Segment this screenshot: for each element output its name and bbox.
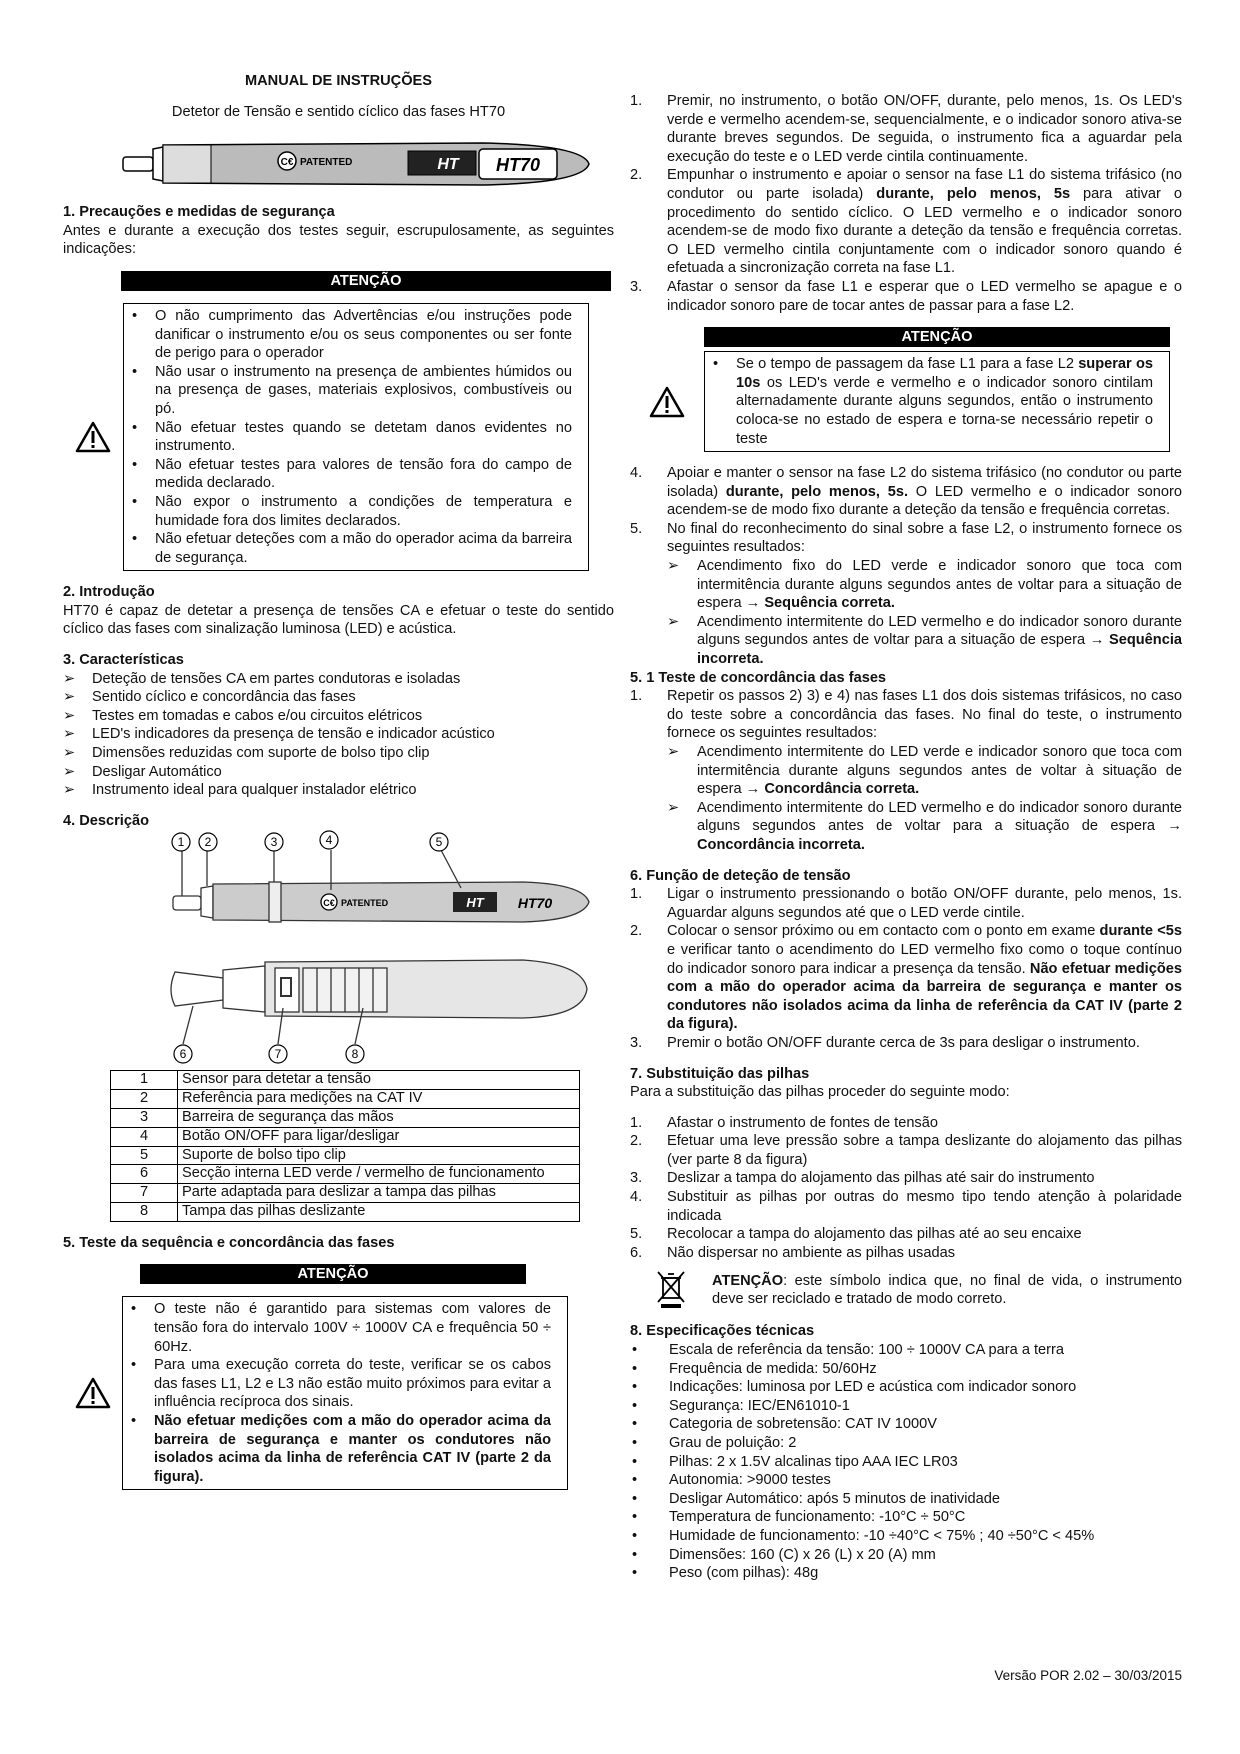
list-item: ➢ Acendimento intermitente do LED verde e indicador sonoro que toca com intermitência durante alguns segundos antes de voltar à situação de espera → Concordância correta. xyxy=(667,744,1182,798)
section-heading-4: 4. Descrição xyxy=(63,812,149,829)
svg-text:HT70: HT70 xyxy=(517,895,553,912)
svg-text:C€: C€ xyxy=(323,898,335,909)
list-item: • Desligar Automático: após 5 minutos de inatividade xyxy=(632,1490,1000,1507)
section-2-text: HT70 é capaz de detetar a presença de tensões CA e efetuar o teste do sentido cíclico das fases com sinalização luminosa (LED) e acústica. xyxy=(63,602,614,638)
callout-4: 4 xyxy=(325,833,333,848)
specs-list xyxy=(630,1341,1182,1583)
list-item: • Não usar o instrumento na presença de ambientes húmidos ou na presença de gases, materiais explosivos, combustíveis ou pó. xyxy=(132,363,572,417)
list-item: ➢ Desligar Automático xyxy=(63,763,222,780)
list-item: • Não efetuar testes para valores de tensão fora do campo de medida declarado. xyxy=(132,456,572,492)
warning-block-3 xyxy=(630,351,1182,452)
crossed-bin-icon xyxy=(630,1270,712,1310)
list-item: • Categoria de sobretensão: CAT IV 1000V xyxy=(632,1416,937,1433)
list-item: • Frequência de medida: 50/60Hz xyxy=(632,1360,877,1377)
list-item: 3. Afastar o sensor da fase L1 e esperar que o LED vermelho se apague e o indicador sonoro pare de tocar antes de passar para a fase L2. xyxy=(630,278,1182,314)
table-row: 8 Tampa das pilhas deslizante xyxy=(111,1202,580,1221)
list-item: • Humidade de funcionamento: -10 ÷40°C < 75% ; 40 ÷50°C < 45% xyxy=(632,1527,1095,1544)
section-heading-8: 8. Especificações técnicas xyxy=(630,1323,815,1340)
table-row: 3 Barreira de segurança das mãos xyxy=(111,1109,580,1128)
section-heading-1: 1. Precauções e medidas de segurança xyxy=(63,204,335,221)
svg-text:HT: HT xyxy=(466,895,484,911)
warning-triangle-icon xyxy=(63,1377,123,1409)
list-item: 3. Deslizar a tampa do alojamento das pilhas até sair do instrumento xyxy=(630,1170,1095,1187)
list-item: • Escala de referência da tensão: 100 ÷ 1000V CA para a terra xyxy=(632,1342,1064,1359)
warning-list-2 xyxy=(122,1296,568,1490)
list-item: ➢ LED's indicadores da presença de tensão e indicador acústico xyxy=(63,726,495,743)
list-item: ➢ Deteção de tensões CA em partes condutoras e isoladas xyxy=(63,670,461,687)
list-item: • Grau de poluição: 2 xyxy=(632,1435,797,1451)
table-row: 1 Sensor para detetar a tensão xyxy=(111,1071,580,1090)
section-1-intro: Antes e durante a execução dos testes seguir, escrupulosamente, as seguintes indicações: xyxy=(63,222,614,258)
list-item: ➢ Acendimento intermitente do LED vermelho e do indicador sonoro durante alguns segundos antes de voltar para a situação de espera → Concordância incorreta. xyxy=(667,799,1182,853)
attention-banner: ATENÇÃO xyxy=(704,327,1170,347)
weee-label: ATENÇÃO xyxy=(712,1272,784,1289)
list-item: • Temperatura de funcionamento: -10°C ÷ 50°C xyxy=(632,1509,966,1526)
list-item: • Se o tempo de passagem da fase L1 para a fase L2 superar os 10s os LED's verde e vermelho e o indicador sonoro cintilam alternadamente durante alguns segundos, então o instrumento coloca-se no estado de espera e torna-se necessário repetir o teste xyxy=(713,356,1153,447)
weee-text: : este símbolo indica que, no final de vida, o instrumento deve ser reciclado e tratado de modo correto. xyxy=(712,1272,1182,1308)
weee-notice xyxy=(630,1270,1182,1310)
list-item: 4. Substituir as pilhas por outras do mesmo tipo tendo atenção à polaridade indicada xyxy=(630,1189,1182,1224)
list-item: • Autonomia: >9000 testes xyxy=(632,1472,831,1489)
callout-1: 1 xyxy=(177,835,185,850)
table-row: 7 Parte adaptada para deslizar a tampa das pilhas xyxy=(111,1184,580,1203)
attention-banner: ATENÇÃO xyxy=(140,1264,526,1284)
warning-triangle-icon xyxy=(630,386,704,418)
list-item: ➢ Testes em tomadas e cabos e/ou circuitos elétricos xyxy=(63,707,423,724)
list-item: • Não efetuar testes quando se detetam danos evidentes no instrumento. xyxy=(132,419,572,455)
document-title: MANUAL DE INSTRUÇÕES xyxy=(244,73,433,89)
list-item: 3. Premir o botão ON/OFF durante cerca de 3s para desligar o instrumento. xyxy=(630,1034,1140,1051)
list-item: ➢ Dimensões reduzidas com suporte de bolso tipo clip xyxy=(63,745,430,762)
callout-8: 8 xyxy=(351,1047,359,1062)
model-logo: HT70 xyxy=(495,155,541,176)
device-diagram xyxy=(63,830,614,1068)
list-item: ➢ Instrumento ideal para qualquer instalador elétrico xyxy=(63,782,417,799)
callout-2: 2 xyxy=(204,835,212,850)
warning-list-1 xyxy=(123,303,589,571)
section-heading-3: 3. Características xyxy=(63,652,184,669)
section-heading-5: 5. Teste da sequência e concordância das fases xyxy=(63,1234,395,1251)
list-item: • Dimensões: 160 (C) x 26 (L) x 20 (A) mm xyxy=(632,1546,936,1563)
list-item: 1. Ligar o instrumento pressionando o botão ON/OFF durante, pelo menos, 1s. Aguardar alguns segundos até que o LED verde cintile. xyxy=(630,886,1182,921)
section-heading-2: 2. Introdução xyxy=(63,584,155,601)
list-item: 1. Premir, no instrumento, o botão ON/OFF, durante, pelo menos, 1s. Os LED's verde e vermelho acendem-se, sequencialmente, e o indicador sonoro ativa-se durante breves segundos. De seguida, o instrumento fica a aguardar pela execução do teste e o LED verde cintila continuamente. xyxy=(630,93,1182,165)
section-heading-6: 6. Função de deteção de tensão xyxy=(630,867,851,884)
version-footer: Versão POR 2.02 – 30/03/2015 xyxy=(994,1668,1182,1683)
list-item: 1. Afastar o instrumento de fontes de tensão xyxy=(630,1114,938,1131)
list-item: ➢ Sentido cíclico e concordância das fases xyxy=(63,689,356,706)
list-item: 6. Não dispersar no ambiente as pilhas usadas xyxy=(630,1244,955,1261)
left-column xyxy=(63,72,614,1490)
list-item: 2. Colocar o sensor próximo ou em contacto com o ponto em exame durante <5s e verificar tanto o acendimento do LED vermelho fixo como o toque contínuo do indicador sonoro para indicar a presença da tensão. Não efetuar medições com a mão do operador acima da barreira de segurança e manter os condutores não isolados acima da linha de referência da CAT IV (parte 2 da figura). xyxy=(630,923,1183,1033)
list-item: • Não efetuar medições com a mão do operador acima da barreira de segurança e manter os condutores não isolados acima da linha de referência CAT IV (parte 2 da figura). xyxy=(131,1412,551,1485)
patent-label: PATENTED xyxy=(300,157,353,169)
list-item: 2. Efetuar uma leve pressão sobre a tampa deslizante do alojamento das pilhas (ver parte 8 da figura) xyxy=(630,1133,1182,1168)
device-image xyxy=(63,131,614,195)
section-7-intro: Para a substituição das pilhas proceder do seguinte modo: xyxy=(630,1084,1010,1101)
list-item: • Não expor o instrumento a condições de temperatura e humidade fora dos limites declarados. xyxy=(132,493,572,529)
list-item: • Pilhas: 2 x 1.5V alcalinas tipo AAA IEC LR03 xyxy=(632,1453,958,1470)
callout-7: 7 xyxy=(274,1047,282,1062)
attention-banner: ATENÇÃO xyxy=(121,271,611,291)
list-item: • Peso (com pilhas): 48g xyxy=(632,1565,819,1582)
callout-5: 5 xyxy=(435,835,443,850)
warning-list-3 xyxy=(704,351,1170,452)
svg-text:PATENTED: PATENTED xyxy=(341,898,389,909)
subsection-heading-5-1: 5. 1 Teste de concordância das fases xyxy=(630,669,887,686)
list-item: • O teste não é garantido para sistemas com valores de tensão fora do intervalo 100V ÷ 1000V CA e frequência 50 ÷ 60Hz. xyxy=(131,1301,551,1355)
list-item: 2. Empunhar o instrumento e apoiar o sensor na fase L1 do sistema trifásico (no condutor ou parte isolada) durante, pelo menos, 5s para ativar o procedimento do sentido cíclico. O LED vermelho e o indicador sonoro acendem-se de modo fixo durante a deteção da tensão e frequência corretas. O LED vermelho cintila conjuntamente com o indicador sonoro quando é efetuada a sincronização correta na fase L1. xyxy=(630,167,1182,277)
document-subtitle: Detetor de Tensão e sentido cíclico das fases HT70 xyxy=(171,103,506,120)
list-item: ➢ Acendimento fixo do LED verde e indicador sonoro que toca com intermitência durante alguns segundos antes de voltar para a situação de espera → Sequência correta. xyxy=(667,558,1182,612)
table-row: 6 Secção interna LED verde / vermelho de funcionamento xyxy=(111,1165,580,1184)
list-item: 5. No final do reconhecimento do sinal sobre a fase L2, o instrumento fornece os seguintes resultados: xyxy=(630,520,1182,556)
right-column xyxy=(630,92,1182,1583)
parts-table xyxy=(110,1070,580,1221)
list-item: • Não efetuar deteções com a mão do operador acima da barreira de segurança. xyxy=(132,531,572,566)
callout-3: 3 xyxy=(270,835,278,850)
list-item: • Indicações: luminosa por LED e acústica com indicador sonoro xyxy=(632,1379,1077,1396)
list-item: • Para uma execução correta do teste, verificar se os cabos das fases L1, L2 e L3 não estão muito próximos para evitar a influência recíproca dos sinais. xyxy=(131,1357,551,1411)
list-item: 5. Recolocar a tampa do alojamento das pilhas até ao seu encaixe xyxy=(630,1226,1082,1243)
list-item: • O não cumprimento das Advertências e/ou instruções pode danificar o instrumento e/ou os seus componentes ou ser fonte de perigo para o operador xyxy=(132,307,572,362)
section-heading-7: 7. Substituição das pilhas xyxy=(630,1065,810,1082)
warning-triangle-icon xyxy=(63,421,123,453)
list-item: • Segurança: IEC/EN61010-1 xyxy=(632,1397,850,1414)
features-list xyxy=(63,670,614,800)
warning-block-2 xyxy=(63,1296,614,1490)
table-row: 5 Suporte de bolso tipo clip xyxy=(111,1146,580,1165)
list-item: ➢ Acendimento intermitente do LED vermelho e do indicador sonoro durante alguns segundos antes de voltar para a situação de espera → Sequência incorreta. xyxy=(667,613,1182,668)
list-item: 4. Apoiar e manter o sensor na fase L2 do sistema trifásico (no condutor ou parte isolada) durante, pelo menos, 5s. O LED vermelho e o indicador sonoro acendem-se de modo fixo durante a deteção da tensão e frequência corretas. xyxy=(630,465,1182,519)
ce-label: C€ xyxy=(280,157,294,169)
warning-block-1 xyxy=(63,303,614,571)
table-row: 2 Referência para medições na CAT IV xyxy=(111,1090,580,1109)
brand-logo: HT xyxy=(437,156,459,174)
callout-6: 6 xyxy=(179,1047,187,1062)
table-row: 4 Botão ON/OFF para ligar/desligar xyxy=(111,1127,580,1146)
list-item: 1. Repetir os passos 2) 3) e 4) nas fases L1 dos dois sistemas trifásicos, no caso do teste sobre a concordância das fases. No final do teste, o instrumento fornece os seguintes resultados: xyxy=(630,688,1182,742)
